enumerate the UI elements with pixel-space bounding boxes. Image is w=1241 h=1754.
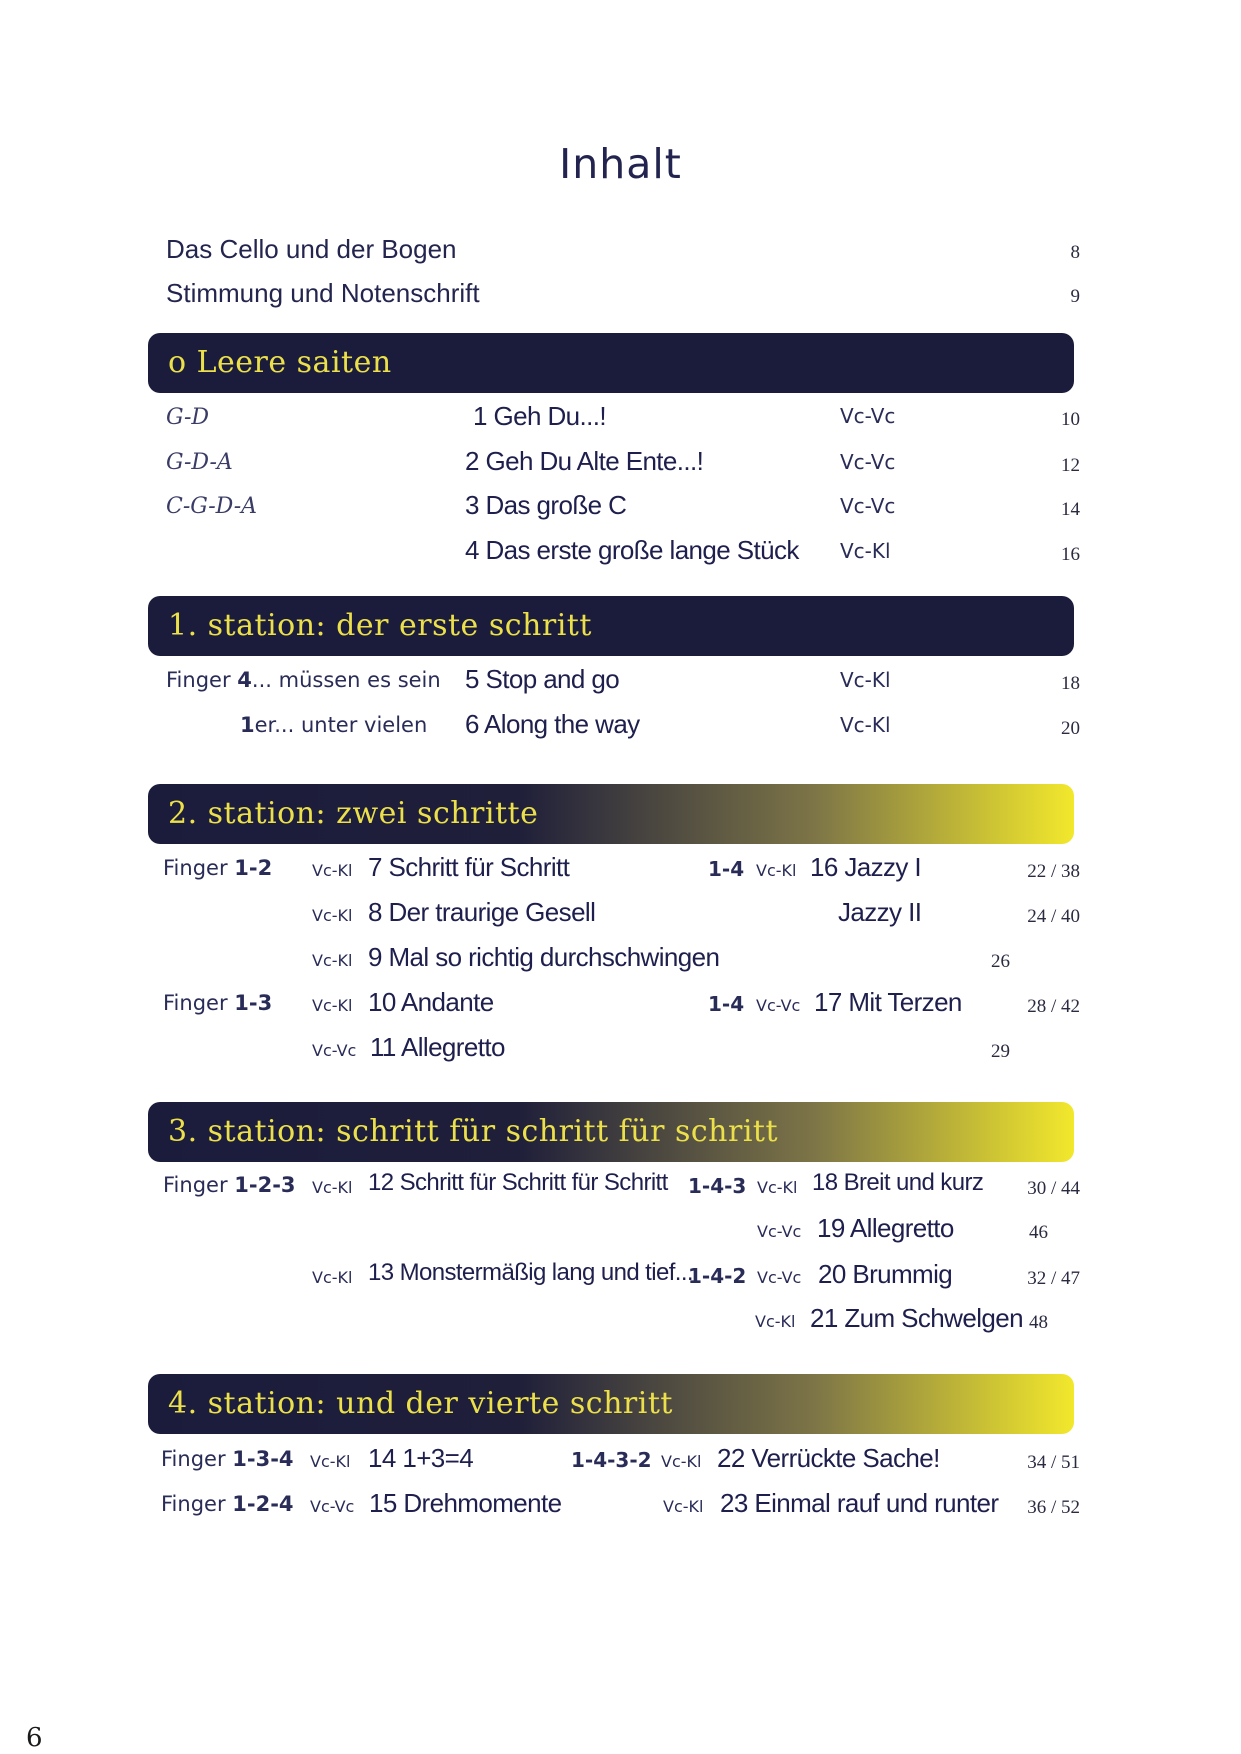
finger-number: 1-4 [708,992,745,1016]
section-heading: 4. station: und der vierte schritt [168,1386,673,1421]
song-title[interactable]: 7 Schritt für Schritt [368,852,570,882]
instrument-pair: Vc-Kl [310,1452,351,1471]
instrument-pair: Vc-Vc [840,450,896,474]
finger-number: 1-2-4 [232,1492,294,1516]
toc-page: 32 / 47 [1027,1268,1080,1289]
toc-page: 29 [991,1041,1010,1062]
section-heading: 1. station: der erste schritt [168,608,592,643]
song-title[interactable]: 3 Das große C [465,490,627,520]
finger-number: 1-3-4 [232,1447,294,1471]
finger-number: 1-4-3 [688,1174,747,1198]
instrument-pair: Vc-Kl [757,1178,798,1197]
song-title[interactable]: 22 Verrückte Sache! [717,1443,940,1473]
section-banner-station-4 [148,1374,1074,1434]
toc-page: 14 [1061,499,1080,520]
finger-note: er... unter vielen [254,713,428,737]
instrument-pair: Vc-Kl [840,539,891,563]
song-title[interactable]: 4 Das erste große lange Stück [465,535,799,565]
song-title[interactable]: 23 Einmal rauf und runter [720,1488,999,1518]
finger-number: 1-4-3-2 [571,1448,652,1472]
finger-number: 1-4-2 [688,1264,747,1288]
song-title[interactable]: 5 Stop and go [465,664,620,694]
toc-page: 8 [1070,242,1080,263]
finger-number: 1 [240,713,255,737]
instrument-pair: Vc-Kl [312,1178,353,1197]
string-key: G-D-A [166,450,233,475]
instrument-pair: Vc-Vc [756,996,801,1015]
section-heading: 2. station: zwei schritte [168,796,539,831]
toc-page: 16 [1061,544,1080,565]
instrument-pair: Vc-Vc [312,1041,357,1060]
instrument-pair: Vc-Kl [756,861,797,880]
finger-hint [240,713,427,737]
song-title[interactable]: 10 Andante [368,987,494,1017]
instrument-pair: Vc-Kl [663,1497,704,1516]
finger-note: ... müssen es sein [251,668,441,692]
toc-page: 46 [1029,1222,1048,1243]
song-title[interactable]: 16 Jazzy I [810,852,922,882]
song-title[interactable]: 12 Schritt für Schritt für Schritt [368,1169,668,1196]
toc-page: 48 [1029,1312,1048,1333]
toc-page: 30 / 44 [1027,1178,1080,1199]
toc-page: 22 / 38 [1027,861,1080,882]
section-banner-leere-saiten [148,333,1074,393]
section-banner-station-1 [148,596,1074,656]
toc-page: 20 [1061,718,1080,739]
song-title[interactable]: 20 Brummig [818,1259,953,1289]
section-banner-station-3 [148,1102,1074,1162]
instrument-pair: Vc-Kl [312,1268,353,1287]
finger-number: 1-3 [234,991,273,1015]
toc-page: 24 / 40 [1027,906,1080,927]
toc-page: 12 [1061,455,1080,476]
song-title[interactable]: 15 Drehmomente [369,1488,562,1518]
finger-label: Finger [161,1492,226,1516]
finger-number: 4 [237,668,252,692]
instrument-pair: Vc-Kl [840,668,891,692]
section-banner-station-2 [148,784,1074,844]
finger-hint [163,856,272,880]
song-title[interactable]: Jazzy II [838,897,922,927]
instrument-pair: Vc-Vc [310,1497,355,1516]
page-title: Inhalt [559,140,682,188]
toc-page: 26 [991,951,1010,972]
toc-page: 9 [1070,286,1080,307]
instrument-pair: Vc-Kl [312,951,353,970]
finger-number: 1-2 [234,856,273,880]
song-title[interactable]: 14 1+3=4 [368,1443,474,1473]
song-title[interactable]: 17 Mit Terzen [814,987,962,1017]
finger-label: Finger [163,1173,228,1197]
string-key: C-G-D-A [166,494,258,519]
instrument-pair: Vc-Vc [840,494,896,518]
instrument-pair: Vc-Kl [312,906,353,925]
finger-hint [161,1447,294,1471]
finger-number: 1-2-3 [234,1173,296,1197]
instrument-pair: Vc-Vc [757,1222,802,1241]
instrument-pair: Vc-Kl [661,1452,702,1471]
section-heading: o Leere saiten [168,345,392,380]
finger-label: Finger [166,668,231,692]
toc-page: 36 / 52 [1027,1497,1080,1518]
instrument-pair: Vc-Kl [312,996,353,1015]
song-title[interactable]: 18 Breit und kurz [812,1169,984,1196]
page-number: 6 [26,1723,43,1753]
finger-label: Finger [163,991,228,1015]
song-title[interactable]: 13 Monstermäßig lang und tief... [368,1259,693,1286]
song-title[interactable]: 2 Geh Du Alte Ente...! [465,446,704,476]
finger-label: Finger [163,856,228,880]
instrument-pair: Vc-Kl [840,713,891,737]
finger-hint [166,668,441,692]
finger-label: Finger [161,1447,226,1471]
toc-page: 18 [1061,673,1080,694]
toc-page: 34 / 51 [1027,1452,1080,1473]
finger-hint [163,991,272,1015]
song-title[interactable]: 1 Geh Du...! [473,401,606,431]
finger-hint [163,1173,296,1197]
toc-entry-cello-bogen[interactable]: Das Cello und der Bogen [166,234,457,264]
song-title[interactable]: 6 Along the way [465,709,640,739]
finger-hint [161,1492,294,1516]
song-title[interactable]: 21 Zum Schwelgen [810,1303,1023,1333]
instrument-pair: Vc-Vc [757,1268,802,1287]
song-title[interactable]: 8 Der traurige Gesell [368,897,596,927]
string-key: G-D [166,405,210,430]
instrument-pair: Vc-Kl [755,1312,796,1331]
instrument-pair: Vc-Vc [840,404,896,428]
finger-number: 1-4 [708,857,745,881]
song-title[interactable]: 19 Allegretto [817,1213,954,1243]
song-title[interactable]: 9 Mal so richtig durchschwingen [368,942,720,972]
song-title[interactable]: 11 Allegretto [370,1032,505,1062]
toc-page: 10 [1061,409,1080,430]
toc-entry-stimmung[interactable]: Stimmung und Notenschrift [166,278,480,308]
section-heading: 3. station: schritt für schritt für schritt [168,1114,779,1149]
instrument-pair: Vc-Kl [312,861,353,880]
toc-page: 28 / 42 [1027,996,1080,1017]
